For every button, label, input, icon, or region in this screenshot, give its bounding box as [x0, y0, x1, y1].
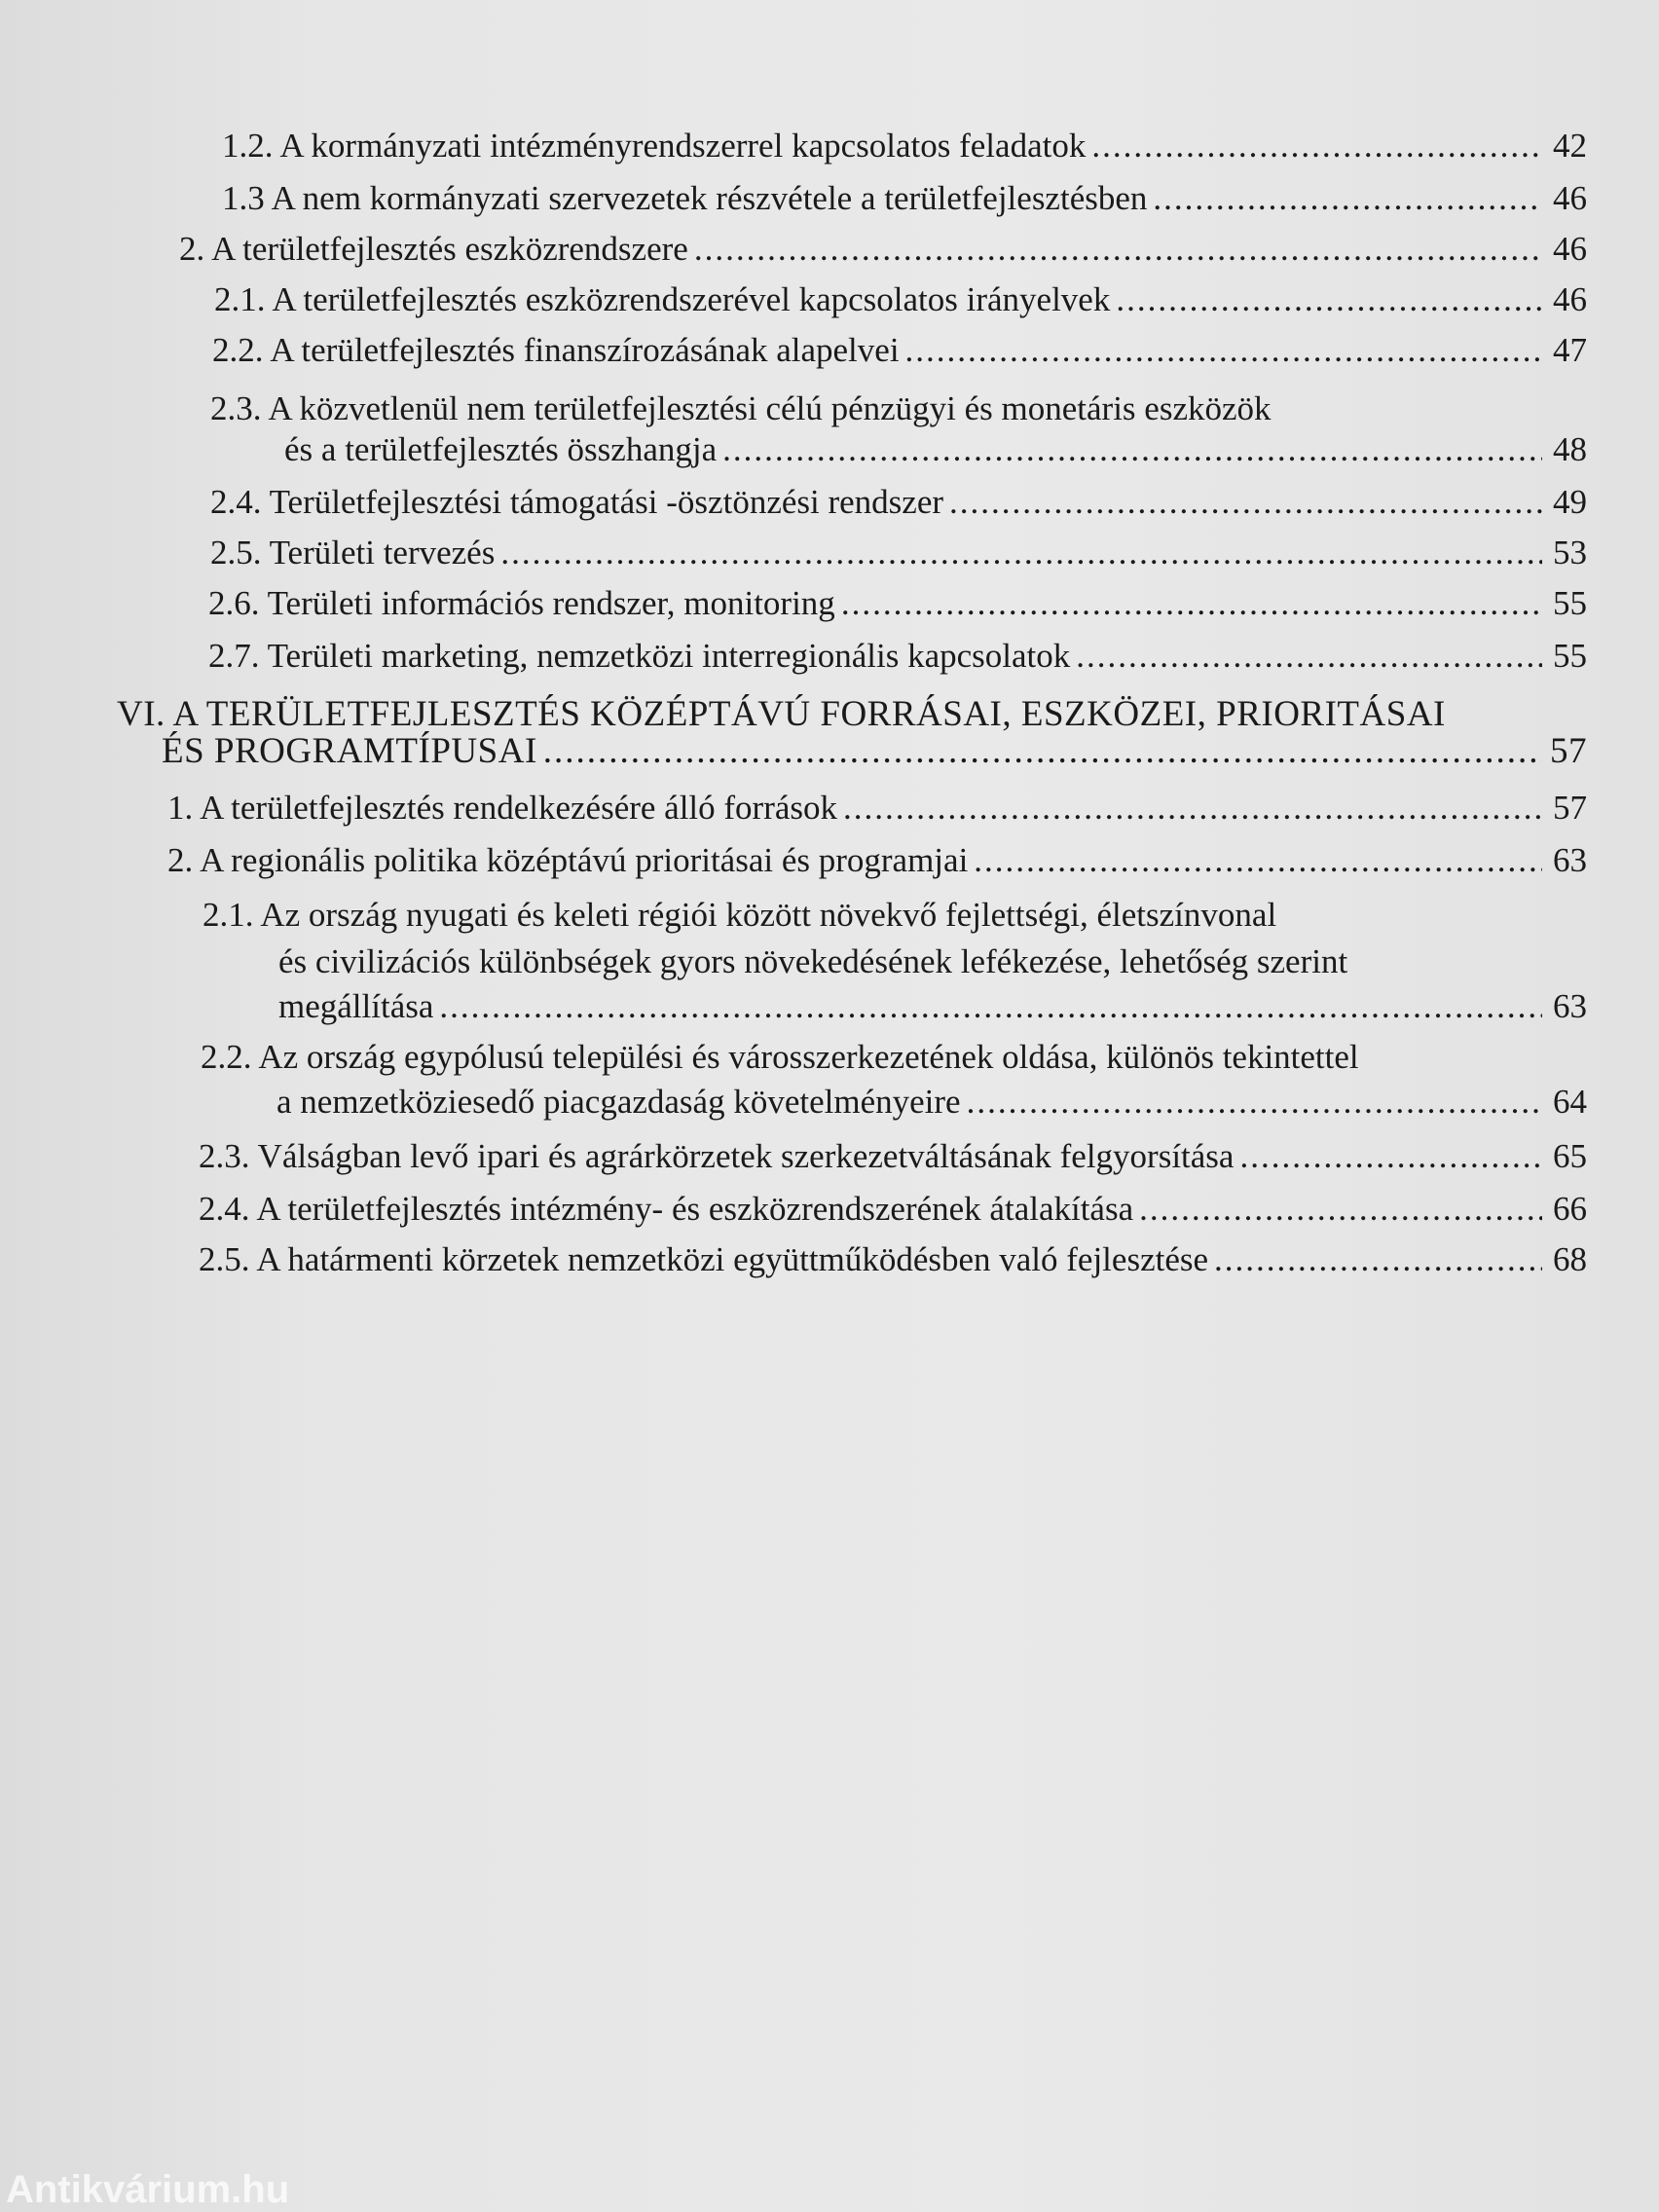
- toc-entry-title: 1.2. A kormányzati intézményrendszerrel kapcsolatos feladatok: [222, 127, 1087, 165]
- toc-page-number: 53: [1553, 534, 1587, 571]
- leader-dots: [1091, 125, 1542, 167]
- leader-dots: [1239, 1135, 1542, 1178]
- toc-entry: [214, 278, 1587, 321]
- toc-entry-title: 1.3 A nem kormányzati szervezetek részvétele a területfejlesztésben: [222, 179, 1148, 217]
- toc-entry: [208, 582, 1587, 625]
- toc-page-number: 63: [1553, 841, 1587, 879]
- toc-page-number: 48: [1553, 430, 1587, 468]
- toc-entry: [222, 177, 1587, 220]
- toc-page-number: 66: [1553, 1190, 1587, 1228]
- leader-dots: [694, 228, 1542, 271]
- leader-dots: [1139, 1188, 1542, 1231]
- leader-dots: [439, 985, 1542, 1028]
- toc-entry-title: 2.6. Területi információs rendszer, monitoring: [208, 584, 835, 622]
- toc-entry: [179, 228, 1587, 271]
- leader-dots: [905, 329, 1542, 372]
- toc-entry-title: és a területfejlesztés összhangja: [284, 430, 718, 468]
- leader-dots: [843, 787, 1542, 830]
- toc-entry: [162, 730, 1587, 773]
- leader-dots: [543, 730, 1542, 773]
- leader-dots: [967, 1081, 1542, 1124]
- toc-page-number: 57: [1550, 731, 1587, 771]
- toc-entry-title: 1. A területfejlesztés rendelkezésére álló források: [167, 789, 838, 827]
- toc-page-number: 55: [1553, 584, 1587, 622]
- toc-entry-title: 2.4. A területfejlesztés intézmény- és eszközrendszerének átalakítása: [199, 1190, 1134, 1228]
- toc-entry-title: ÉS PROGRAMTÍPUSAI: [162, 731, 537, 771]
- toc-entry-title: 2. A területfejlesztés eszközrendszere: [179, 230, 688, 268]
- toc-entry-title: a nemzetköziesedő piacgazdaság követelményeire: [276, 1083, 961, 1121]
- toc-entry: [210, 481, 1587, 524]
- toc-entry: [199, 1135, 1587, 1178]
- watermark: Antikvárium.hu: [6, 2168, 290, 2211]
- toc-entry: [278, 985, 1587, 1028]
- toc-entry-first-line: 2.1. Az ország nyugati és keleti régiói között növekvő fejlettségi, életszínvonal: [203, 896, 1277, 934]
- toc-page-number: 64: [1553, 1083, 1587, 1121]
- toc-entry: [167, 839, 1587, 882]
- toc-page-number: 46: [1553, 179, 1587, 217]
- toc-entry: [208, 635, 1587, 678]
- toc-page-number: 47: [1553, 331, 1587, 369]
- toc-page-number: 57: [1553, 789, 1587, 827]
- toc-page-number: 49: [1553, 483, 1587, 521]
- leader-dots: [1153, 177, 1542, 220]
- leader-dots: [500, 532, 1542, 574]
- toc-page-number: 42: [1553, 127, 1587, 165]
- toc-page-number: 65: [1553, 1137, 1587, 1175]
- toc-entry: [222, 125, 1587, 167]
- toc-entry-title: 2.4. Területfejlesztési támogatási -ösztönzési rendszer: [210, 483, 944, 521]
- leader-dots: [1116, 278, 1542, 321]
- leader-dots: [1076, 635, 1542, 678]
- toc-entry: [284, 428, 1587, 471]
- toc-page-number: 55: [1553, 637, 1587, 675]
- toc-entry: [212, 329, 1587, 372]
- toc-page-number: 46: [1553, 280, 1587, 318]
- toc-entry-second-line: és civilizációs különbségek gyors növekedésének lefékezése, lehetőség szerint: [278, 942, 1348, 980]
- toc-page-number: 68: [1553, 1240, 1587, 1278]
- toc-entry: [199, 1238, 1587, 1281]
- toc-page-number: 63: [1553, 987, 1587, 1025]
- toc-entry-title: 2.7. Területi marketing, nemzetközi interregionális kapcsolatok: [208, 637, 1071, 675]
- toc-entry-title: 2.5. Területi tervezés: [210, 534, 496, 571]
- leader-dots: [841, 582, 1542, 625]
- toc-entry: [167, 787, 1587, 830]
- leader-dots: [1214, 1238, 1542, 1281]
- toc-entry-first-line: 2.3. A közvetlenül nem területfejlesztési célú pénzügyi és monetáris eszközök: [210, 389, 1272, 427]
- toc-entry: [276, 1081, 1587, 1124]
- toc-entry: [210, 532, 1587, 574]
- chapter-heading: VI. A TERÜLETFEJLESZTÉS KÖZÉPTÁVÚ FORRÁSAI, ESZKÖZEI, PRIORITÁSAI: [117, 694, 1446, 734]
- toc-entry: [199, 1188, 1587, 1231]
- toc-entry-title: 2.2. A területfejlesztés finanszírozásának alapelvei: [212, 331, 900, 369]
- toc-page-number: 46: [1553, 230, 1587, 268]
- toc-entry-title: megállítása: [278, 987, 434, 1025]
- toc-entry-first-line: 2.2. Az ország egypólusú települési és városszerkezetének oldása, különös tekintettel: [201, 1038, 1359, 1076]
- toc-entry-title: 2.5. A határmenti körzetek nemzetközi együttműködésben való fejlesztése: [199, 1240, 1209, 1278]
- toc-entry-title: 2.1. A területfejlesztés eszközrendszerével kapcsolatos irányelvek: [214, 280, 1111, 318]
- leader-dots: [949, 481, 1542, 524]
- leader-dots: [974, 839, 1542, 882]
- leader-dots: [722, 428, 1542, 471]
- toc-entry-title: 2.3. Válságban levő ipari és agrárkörzetek szerkezetváltásának felgyorsítása: [199, 1137, 1235, 1175]
- toc-entry-title: 2. A regionális politika középtávú prioritásai és programjai: [167, 841, 969, 879]
